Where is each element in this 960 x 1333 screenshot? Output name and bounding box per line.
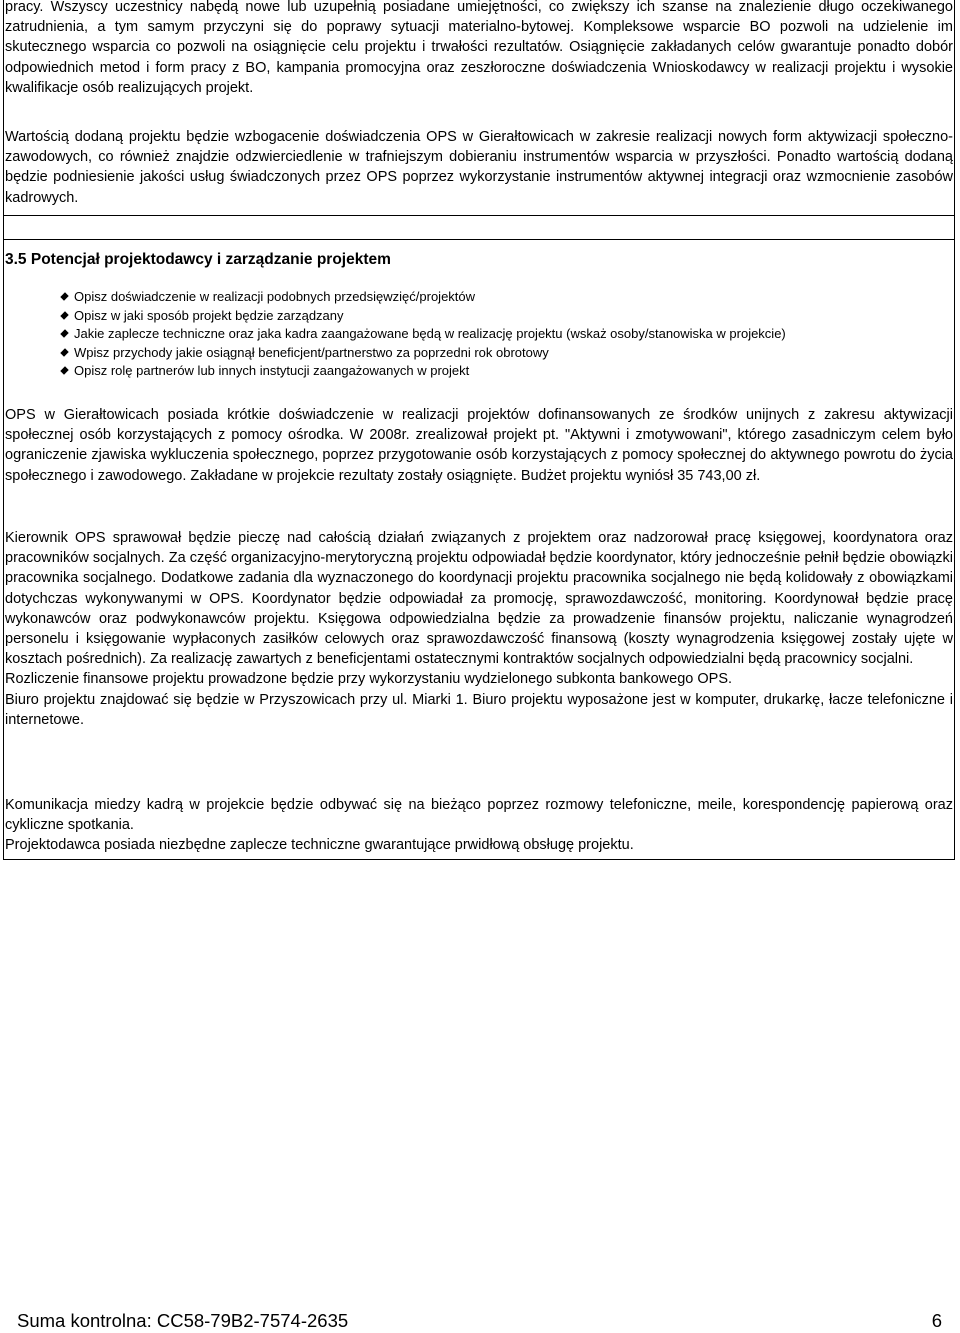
instructions-list	[62, 288, 786, 381]
list-item: Wpisz przychody jakie osiągnął beneficjent/partnerstwo za poprzedni rok obrotowy	[62, 344, 786, 363]
paragraph-added-value: Wartością dodaną projektu będzie wzbogacenie doświadczenia OPS w Gierałtowicach w zakresie realizacji nowych form aktywizacji społeczno-zawodowych, co również znajdzie odzwierciedlenie w trafniejszym dobieraniu instrumentów wsparcia w przyszłości. Ponadto wartością dodaną będzie podniesienie jakości usług świadczonych przez OPS poprzez wykorzystanie instrumentów aktywnej integracji oraz wzmocnienie zasobów kadrowych.	[5, 129, 953, 206]
diamond-bullet-icon	[60, 329, 68, 337]
list-item: Opisz w jaki sposób projekt będzie zarządzany	[62, 307, 786, 326]
project-office-text: Biuro projektu znajdować się będzie w Przyszowicach przy ul. Miarki 1. Biuro projektu wyposażone jest w komputer, drukarkę, łacze telefoniczne i internetowe.	[5, 691, 953, 728]
paragraph-project-outcomes: pracy. Wszyscy uczestnicy nabędą nowe lub uzupełnią posiadane umiejętności, co zwiększy ich szanse na znalezienie długo oczekiwanego zatrudnienia, a tym samym przyczyni się do poprawy sytuacji materialno-bytowej. Kompleksowe wsparcie BO pozwoli na udzielenie im skutecznego wsparcia co pozwoli na osiągnięcie celu projektu i trwałości rezultatów. Osiągnięcie zakładanych celów gwarantuje ponadto dobór odpowiednich metod i form pracy z BO, kampania promocyjna oraz zeszłoroczne doświadczenia Wnioskodawcy w realizacji projektu i wysokie kwalifikacje osób realizujących projekt.	[5, 0, 953, 96]
paragraph-management	[5, 528, 953, 730]
spacer-box	[3, 216, 955, 240]
diamond-bullet-icon	[60, 367, 68, 375]
list-item: Jakie zaplecze techniczne oraz jaka kadra zaangażowane będą w realizację projektu (wskaż osoby/stanowiska w projekcie)	[62, 325, 786, 344]
financial-settlement-text: Rozliczenie finansowe projektu prowadzone będzie przy wykorzystaniu wydzielonego subkonta bankowego OPS.	[5, 671, 733, 688]
list-item: Opisz rolę partnerów lub innych instytucji zaangażowanych w projekt	[62, 362, 786, 381]
diamond-bullet-icon	[60, 292, 68, 300]
technical-base-text: Projektodawca posiada niezbędne zaplecze techniczne gwarantujące prwidłową obsługę projektu.	[5, 837, 634, 854]
paragraph-communication	[5, 795, 953, 856]
diamond-bullet-icon	[60, 311, 68, 319]
diamond-bullet-icon	[60, 348, 68, 356]
management-text: Kierownik OPS sprawował będzie pieczę nad całością działań związanych z projektem oraz nadzorował pracę księgowej, koordynatora oraz pracowników socjalnych. Za część organizacyjno-merytoryczną projektu odpowiadał będzie koordynator, który jednocześnie pełnił będzie obowiązki pracownika socjalnego. Dodatkowe zadania dla wyznaczonego do koordynacji projektu pracownika socjalnego nie będą kolidowały z obowiązkami dotychczas wykonywanymi w OPS. Koordynator będzie odpowiadał za promocję, sprawozdawczość, monitoring. Koordynował będzie pracę wykonawców oraz podwykonawców projektu. Księgowa odpowiedzialna będzie za prowadzenie finansów projektu, naliczanie wynagrodzeń personelu i księgowanie wypłaconych zasiłków celowych oraz sprawozdawczość finansową (koszty wynagrodzenia księgowej zostały ujęte w kosztach pośrednich). Za realizację zawartych z beneficjentami ostatecznymi kontraktów socjalnych odpowiedzialni będą pracownicy socjalni.	[5, 530, 953, 668]
section-heading: 3.5 Potencjał projektodawcy i zarządzanie projektem	[5, 251, 391, 268]
list-item: Opisz doświadczenie w realizacji podobnych przedsięwzięć/projektów	[62, 288, 786, 307]
page-number: 6	[931, 1310, 942, 1331]
checksum-footer: Suma kontrolna: CC58-79B2-7574-2635	[17, 1310, 349, 1331]
paragraph-experience: OPS w Gierałtowicach posiada krótkie doświadczenie w realizacji projektów dofinansowanych ze środków unijnych z zakresu aktywizacji społecznej osób korzystających z pomocy ośrodka. W 2008r. zrealizował projekt pt. "Aktywni i zmotywowani", którego zasadniczym celem było ograniczenie zjawiska wykluczenia społecznego, poprzez przygotowanie osób korzystających z pomocy społecznej do aktywnego powrotu do życia społecznego i zawodowego. Zakładane w projekcie rezultaty zostały osiągnięte. Budżet projektu wyniósł 35 743,00 zł.	[5, 407, 953, 484]
communication-text: Komunikacja miedzy kadrą w projekcie będzie odbywać się na bieżąco poprzez rozmowy telefoniczne, meile, korespondencję papierową oraz cykliczne spotkania.	[5, 797, 953, 834]
